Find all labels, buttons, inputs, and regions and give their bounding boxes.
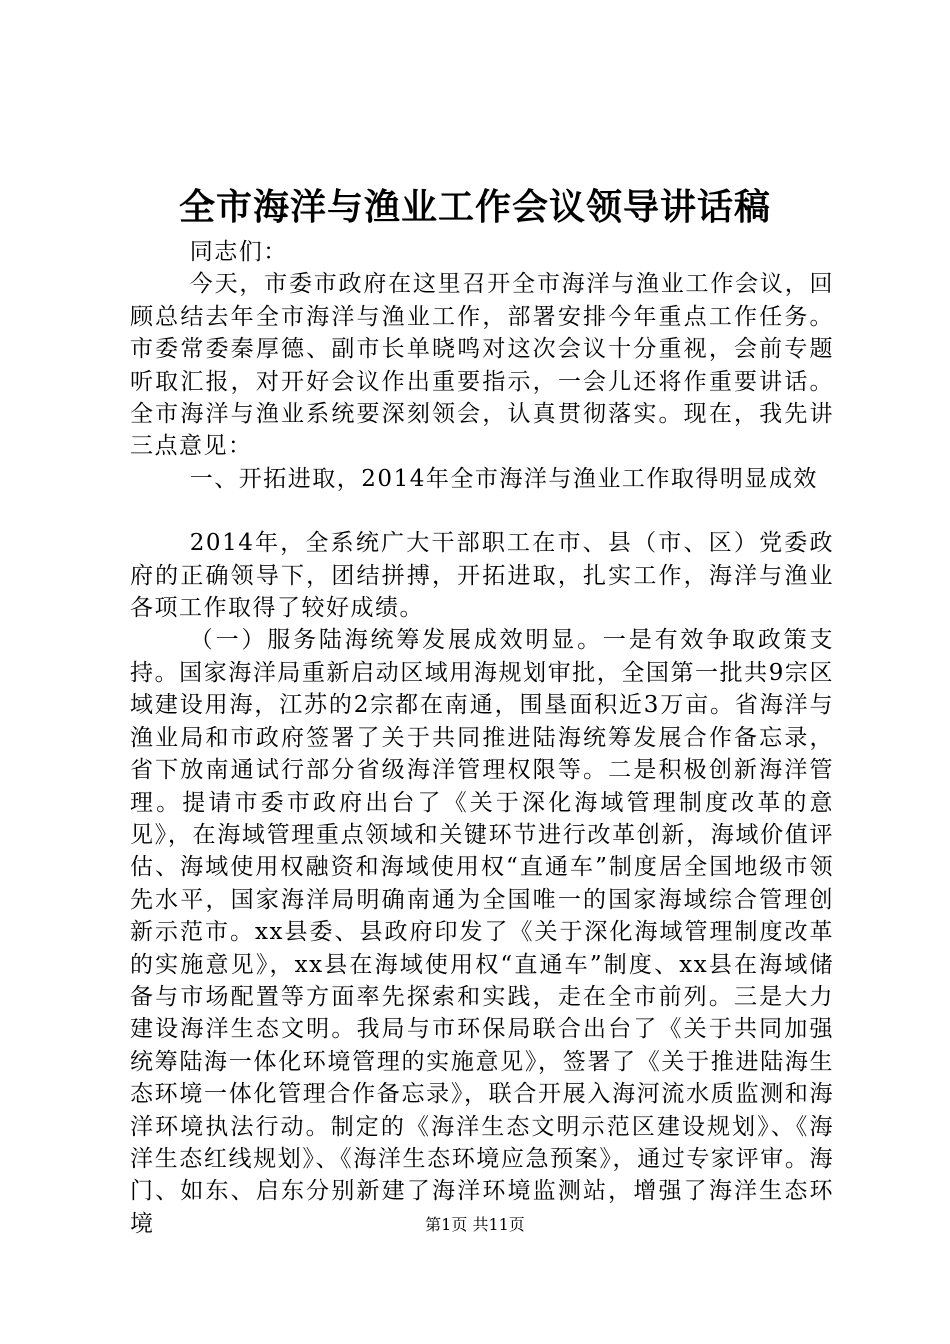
intro-paragraph: 今天，市委市政府在这里召开全市海洋与渔业工作会议，回顾总结去年全市海洋与渔业工作，部署安排今年重点工作任务。市委常委秦厚德、副市长单晓鸣对这次会议十分重视，会前专题听取汇报，对开好会议作出重要指示，一会儿还将作重要讲话。全市海洋与渔业系统要深刻领会，认真贯彻落实。现在，我先讲三点意见： [130,271,834,460]
document-title: 全市海洋与渔业工作会议领导讲话稿 [178,186,771,228]
document-body [130,236,834,1240]
summary-paragraph: 2014年，全系统广大干部职工在市、县（市、区）党委政府的正确领导下，团结拼搏，开拓进取，扎实工作，海洋与渔业各项工作取得了较好成绩。 [130,530,834,622]
page-number-footer: 第1页 共11页 [425,1215,525,1234]
section-heading: 一、开拓进取，2014年全市海洋与渔业工作取得明显成效 [189,465,818,492]
salutation-paragraph: 同志们： [189,239,288,265]
subsection-paragraph: （一）服务陆海统筹发展成效明显。一是有效争取政策支持。国家海洋局重新启动区域用海规划审批，全国第一批共9宗区域建设用海，江苏的2宗都在南通，围垦面积近3万亩。省海洋与渔业局和市政府签署了关于共同推进陆海统筹发展合作备忘录，省下放南通试行部分省级海洋管理权限等。二是积极创新海洋管理。提请市委市政府出台了《关于深化海域管理制度改革的意见》，在海域管理重点领域和关键环节进行改革创新，海域价值评估、海域使用权融资和海域使用权“直通车”制度居全国地级市领先水平，国家海洋局明确南通为全国唯一的国家海域综合管理创新示范市。xx县委、县政府印发了《关于深化海域管理制度改革的实施意见》，xx县在海域使用权“直通车”制度、xx县在海域储备与市场配置等方面率先探索和实践，走在全市前列。三是大力建设海洋生态文明。我局与市环保局联合出台了《关于共同加强统筹陆海一体化环境管理的实施意见》，签署了《关于推进陆海生态环境一体化管理合作备忘录》，联合开展入海河流水质监测和海洋环境执法行动。制定的《海洋生态文明示范区建设规划》、《海洋生态红线规划》、《海洋生态环境应急预案》，通过专家评审。海门、如东、启东分别新建了海洋环境监测站，增强了海洋生态环境 [130,627,834,1237]
